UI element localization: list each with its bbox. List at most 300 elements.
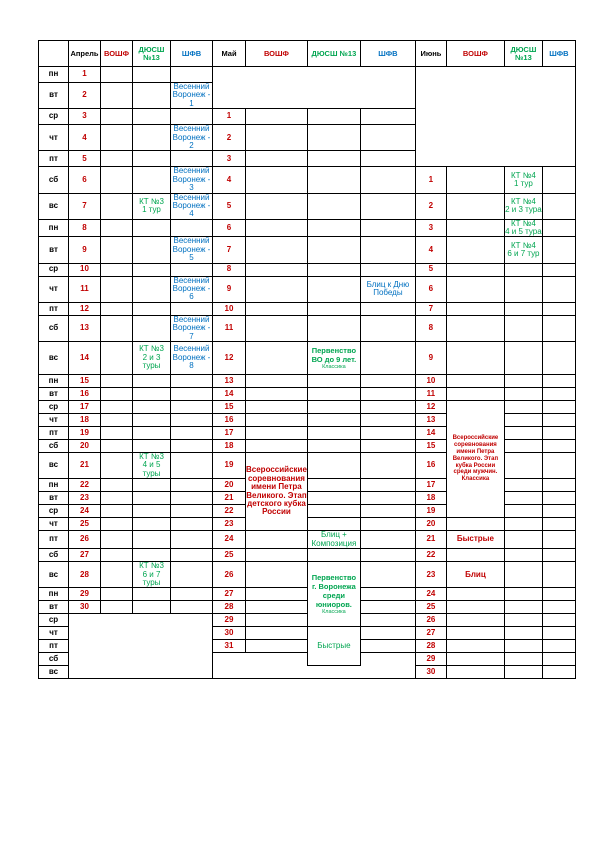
april-day: 29: [69, 588, 101, 601]
april-empty-block: [69, 614, 213, 679]
june-day: 27: [415, 627, 446, 640]
may-voshf-cell: [246, 374, 308, 387]
may-shfv-cell: [360, 302, 415, 315]
weekday-label: ср: [39, 109, 69, 125]
april-shfv-cell: [171, 400, 213, 413]
june-shfv-cell: [542, 549, 575, 562]
june-voshf-cell: [446, 518, 504, 531]
april-shfv-event: [171, 193, 213, 219]
event-text-line: Весенний: [173, 344, 210, 354]
june-day: 20: [415, 518, 446, 531]
april-shfv-event: [171, 83, 213, 109]
june-voshf-cell: [446, 302, 504, 315]
event-text-line: КТ №4: [511, 219, 536, 228]
april-voshf-cell: [101, 400, 133, 413]
may-shfv-cell: [360, 562, 415, 588]
june-voshf-cell: [446, 263, 504, 276]
april-voshf-cell: [101, 518, 133, 531]
june-shfv-cell: [542, 387, 575, 400]
april-dyussh-cell: [133, 601, 171, 614]
june-dyussh-cell: [504, 452, 542, 478]
event-text-line: 2 и 3 тура: [505, 205, 542, 215]
may-day: 26: [213, 562, 246, 588]
event-text-line: Весенний: [173, 124, 210, 134]
april-day: 8: [69, 219, 101, 237]
may-voshf-cell: [246, 315, 308, 341]
event-text-line: Воронеж - 6: [172, 284, 211, 302]
may-voshf-cell: [246, 125, 308, 151]
june-dyussh-cell: [504, 653, 542, 666]
june-shfv-cell: [542, 439, 575, 452]
may-day: 18: [213, 439, 246, 452]
april-day: 16: [69, 387, 101, 400]
april-voshf-cell: [101, 549, 133, 562]
april-day: 6: [69, 167, 101, 193]
may-dyussh-cell: [307, 193, 360, 219]
april-shfv-event: [171, 276, 213, 302]
april-dyussh-cell: [133, 67, 171, 83]
june-dyussh-cell: [504, 627, 542, 640]
april-voshf-cell: [101, 588, 133, 601]
may-voshf-cell: [246, 263, 308, 276]
may-day: 2: [213, 125, 246, 151]
may-shfv-cell: [360, 426, 415, 439]
may-day: 30: [213, 627, 246, 640]
april-dyussh-cell: [133, 374, 171, 387]
may-shfv-cell: [360, 588, 415, 601]
may-day: 24: [213, 531, 246, 549]
april-shfv-cell: [171, 518, 213, 531]
april-shfv-cell: [171, 479, 213, 492]
header-may-shfv: ШФВ: [360, 41, 415, 67]
june-day: 2: [415, 193, 446, 219]
april-voshf-cell: [101, 387, 133, 400]
may-shfv-cell: [360, 479, 415, 492]
april-voshf-cell: [101, 219, 133, 237]
may-day: 22: [213, 505, 246, 518]
may-day: 11: [213, 315, 246, 341]
april-voshf-cell: [101, 302, 133, 315]
june-dyussh-cell: [504, 439, 542, 452]
weekday-label: чт: [39, 627, 69, 640]
june-day: 18: [415, 492, 446, 505]
event-text-line: Весенний: [173, 193, 210, 202]
april-dyussh-cell: [133, 219, 171, 237]
june-day: 1: [415, 167, 446, 193]
april-day: 3: [69, 109, 101, 125]
may-day: 31: [213, 640, 246, 653]
june-dyussh-cell: [504, 601, 542, 614]
april-day: 13: [69, 315, 101, 341]
april-dyussh-cell: [133, 505, 171, 518]
april-day: 12: [69, 302, 101, 315]
june-dyussh-cell: [504, 479, 542, 492]
event-text-line: КТ №3: [139, 344, 164, 354]
april-shfv-cell: [171, 531, 213, 549]
june-voshf-cell: [446, 341, 504, 374]
june-day: 22: [415, 549, 446, 562]
event-text-line: Победы: [373, 288, 403, 298]
may-day: 12: [213, 341, 246, 374]
event-text-line: 4 и 5 тура: [505, 227, 542, 237]
may-dyussh-event: [307, 531, 360, 549]
may-voshf-cell: [246, 151, 308, 167]
may-voshf-cell: [246, 167, 308, 193]
april-dyussh-cell: [133, 109, 171, 125]
april-voshf-cell: [101, 276, 133, 302]
may-dyussh-cell: [307, 151, 360, 167]
april-shfv-event: [171, 125, 213, 151]
may-empty-block: [213, 653, 416, 679]
june-voshf-cell: [446, 193, 504, 219]
april-dyussh-cell: [133, 237, 171, 263]
event-text-line: Воронеж - 2: [172, 132, 211, 150]
may-day: 25: [213, 549, 246, 562]
may-day: 10: [213, 302, 246, 315]
june-day: 24: [415, 588, 446, 601]
april-voshf-cell: [101, 167, 133, 193]
may-dyussh-cell: [307, 426, 360, 439]
april-voshf-cell: [101, 193, 133, 219]
april-voshf-cell: [101, 83, 133, 109]
weekday-label: пт: [39, 640, 69, 653]
weekday-label: пт: [39, 426, 69, 439]
june-day: 29: [415, 653, 446, 666]
june-shfv-cell: [542, 237, 575, 263]
april-voshf-cell: [101, 237, 133, 263]
april-shfv-cell: [171, 151, 213, 167]
header-june-dyussh: ДЮСШ №13: [504, 41, 542, 67]
june-dyussh-cell: [504, 531, 542, 549]
may-shfv-cell: [360, 452, 415, 478]
april-dyussh-cell: [133, 531, 171, 549]
may-voshf-cell: [246, 400, 308, 413]
may-voshf-cell: [246, 193, 308, 219]
april-day: 4: [69, 125, 101, 151]
weekday-label: пн: [39, 479, 69, 492]
may-shfv-cell: [360, 219, 415, 237]
weekday-label: ср: [39, 263, 69, 276]
may-shfv-cell: [360, 531, 415, 549]
header-april: Апрель: [69, 41, 101, 67]
june-day: 16: [415, 452, 446, 478]
april-shfv-cell: [171, 439, 213, 452]
april-day: 23: [69, 492, 101, 505]
april-dyussh-cell: [133, 83, 171, 109]
may-shfv-cell: [360, 518, 415, 531]
may-shfv-cell: [360, 109, 415, 125]
event-text-line: Великого. Этап: [452, 455, 499, 462]
weekday-label: пн: [39, 374, 69, 387]
may-voshf-cell: [246, 341, 308, 374]
event-text-line: ВО до 9 лет.: [311, 354, 357, 364]
event-subtitle: Классика: [322, 608, 346, 615]
april-shfv-cell: [171, 413, 213, 426]
may-dyussh-cell: [307, 492, 360, 505]
tournament-calendar-table: [38, 40, 576, 679]
may-voshf-cell: [246, 276, 308, 302]
may-shfv-cell: [360, 640, 415, 653]
june-shfv-cell: [542, 640, 575, 653]
may-dyussh-cell: [307, 452, 360, 478]
april-voshf-cell: [101, 479, 133, 492]
may-day: 23: [213, 518, 246, 531]
april-day: 17: [69, 400, 101, 413]
june-shfv-cell: [542, 562, 575, 588]
june-day: 30: [415, 666, 446, 679]
header-may: Май: [213, 41, 246, 67]
may-dyussh-event: [307, 562, 360, 627]
may-voshf-cell: [246, 640, 308, 653]
event-text-line: соревнования: [247, 473, 305, 483]
june-dyussh-cell: [504, 413, 542, 426]
weekday-label: пн: [39, 67, 69, 83]
event-subtitle: Классика: [461, 476, 490, 483]
june-voshf-cell: [446, 315, 504, 341]
june-shfv-cell: [542, 426, 575, 439]
june-shfv-cell: [542, 666, 575, 679]
april-dyussh-cell: [133, 167, 171, 193]
april-day: 20: [69, 439, 101, 452]
may-dyussh-cell: [307, 219, 360, 237]
weekday-label: сб: [39, 315, 69, 341]
april-voshf-cell: [101, 492, 133, 505]
weekday-label: ср: [39, 614, 69, 627]
header-may-dyussh: ДЮСШ №13: [307, 41, 360, 67]
may-shfv-cell: [360, 374, 415, 387]
april-shfv-cell: [171, 505, 213, 518]
april-day: 11: [69, 276, 101, 302]
may-voshf-cell: [246, 439, 308, 452]
may-day: 14: [213, 387, 246, 400]
may-day: 17: [213, 426, 246, 439]
april-dyussh-event: [133, 341, 171, 374]
april-dyussh-cell: [133, 439, 171, 452]
weekday-label: вт: [39, 237, 69, 263]
event-text-line: г. Воронежа: [311, 581, 356, 591]
april-day: 2: [69, 83, 101, 109]
may-day: 9: [213, 276, 246, 302]
april-dyussh-cell: [133, 151, 171, 167]
april-shfv-cell: [171, 452, 213, 478]
june-shfv-cell: [542, 479, 575, 492]
june-voshf-cell: [446, 640, 504, 653]
header-may-voshf: ВОШФ: [246, 41, 308, 67]
may-shfv-cell: [360, 549, 415, 562]
may-dyussh-cell: [307, 400, 360, 413]
header-june-shfv: ШФВ: [542, 41, 575, 67]
june-voshf-cell: [446, 387, 504, 400]
may-voshf-cell: [246, 302, 308, 315]
may-voshf-cell: [246, 531, 308, 549]
june-shfv-cell: [542, 413, 575, 426]
weekday-label: вт: [39, 492, 69, 505]
may-shfv-cell: [360, 439, 415, 452]
weekday-label: пт: [39, 531, 69, 549]
june-dyussh-cell: [504, 505, 542, 518]
april-voshf-cell: [101, 452, 133, 478]
april-day: 7: [69, 193, 101, 219]
june-dyussh-event: [504, 219, 542, 237]
april-dyussh-cell: [133, 276, 171, 302]
april-day: 28: [69, 562, 101, 588]
june-shfv-cell: [542, 400, 575, 413]
may-empty-block: [213, 67, 416, 109]
april-shfv-cell: [171, 601, 213, 614]
june-voshf-cell: [446, 237, 504, 263]
weekday-label: вс: [39, 666, 69, 679]
june-voshf-cell: [446, 374, 504, 387]
may-day: 3: [213, 151, 246, 167]
june-day: 14: [415, 426, 446, 439]
weekday-label: вт: [39, 83, 69, 109]
june-day: 4: [415, 237, 446, 263]
may-shfv-cell: [360, 193, 415, 219]
june-voshf-cell: [446, 653, 504, 666]
april-shfv-cell: [171, 387, 213, 400]
april-shfv-event: [171, 167, 213, 193]
may-day: 7: [213, 237, 246, 263]
april-day: 22: [69, 479, 101, 492]
june-shfv-cell: [542, 219, 575, 237]
april-shfv-cell: [171, 562, 213, 588]
event-text-line: соревнования: [454, 441, 497, 448]
april-day: 15: [69, 374, 101, 387]
june-day: 6: [415, 276, 446, 302]
may-voshf-cell: [246, 562, 308, 588]
april-voshf-cell: [101, 413, 133, 426]
april-shfv-cell: [171, 492, 213, 505]
june-shfv-cell: [542, 531, 575, 549]
june-day: 8: [415, 315, 446, 341]
june-voshf-cell: [446, 601, 504, 614]
april-dyussh-cell: [133, 315, 171, 341]
may-voshf-cell: [246, 627, 308, 640]
april-shfv-cell: [171, 263, 213, 276]
weekday-label: пн: [39, 219, 69, 237]
may-day: 29: [213, 614, 246, 627]
event-text-line: среди: [322, 590, 346, 600]
header-june-voshf: ВОШФ: [446, 41, 504, 67]
may-dyussh-cell: [307, 518, 360, 531]
june-shfv-cell: [542, 167, 575, 193]
june-dyussh-cell: [504, 518, 542, 531]
may-dyussh-cell: [307, 263, 360, 276]
may-dyussh-cell: [307, 387, 360, 400]
may-voshf-cell: [246, 237, 308, 263]
june-shfv-cell: [542, 627, 575, 640]
may-day: 20: [213, 479, 246, 492]
may-dyussh-cell: [307, 125, 360, 151]
april-day: 30: [69, 601, 101, 614]
april-voshf-cell: [101, 315, 133, 341]
weekday-label: пт: [39, 151, 69, 167]
may-shfv-cell: [360, 315, 415, 341]
may-dyussh-cell: [307, 505, 360, 518]
april-day: 26: [69, 531, 101, 549]
event-text-line: Великого. Этап: [246, 490, 307, 500]
june-voshf-cell: [446, 219, 504, 237]
may-shfv-cell: [360, 167, 415, 193]
april-voshf-cell: [101, 109, 133, 125]
june-voshf-event: [446, 400, 504, 517]
may-dyussh-cell: [307, 167, 360, 193]
april-shfv-event: [171, 237, 213, 263]
june-dyussh-cell: [504, 549, 542, 562]
june-shfv-cell: [542, 505, 575, 518]
event-text-line: Воронеж - 8: [172, 352, 211, 371]
may-day: 27: [213, 588, 246, 601]
event-text-line: Воронеж - 1: [172, 90, 211, 108]
weekday-label: сб: [39, 167, 69, 193]
june-dyussh-cell: [504, 426, 542, 439]
may-day: 4: [213, 167, 246, 193]
weekday-label: вс: [39, 341, 69, 374]
april-dyussh-cell: [133, 492, 171, 505]
header-june: Июнь: [415, 41, 446, 67]
june-day: 15: [415, 439, 446, 452]
april-shfv-cell: [171, 219, 213, 237]
may-voshf-event: [246, 452, 308, 530]
may-dyussh-cell: [307, 315, 360, 341]
june-day: 25: [415, 601, 446, 614]
june-dyussh-cell: [504, 302, 542, 315]
april-voshf-cell: [101, 151, 133, 167]
event-text-line: 1 тур: [514, 178, 533, 188]
june-shfv-cell: [542, 492, 575, 505]
may-shfv-cell: [360, 400, 415, 413]
may-day: 28: [213, 601, 246, 614]
event-text-line: Воронеж - 3: [172, 174, 211, 193]
april-voshf-cell: [101, 531, 133, 549]
header-corner: [39, 41, 69, 67]
event-text-line: 6 и 7 туры: [142, 569, 161, 587]
april-voshf-cell: [101, 263, 133, 276]
weekday-label: вс: [39, 452, 69, 478]
april-day: 27: [69, 549, 101, 562]
may-day: 21: [213, 492, 246, 505]
may-shfv-cell: [360, 125, 415, 151]
june-day: 12: [415, 400, 446, 413]
event-text: Быстрые: [317, 641, 351, 651]
june-day: 17: [415, 479, 446, 492]
weekday-label: чт: [39, 276, 69, 302]
june-shfv-cell: [542, 518, 575, 531]
june-dyussh-event: [504, 237, 542, 263]
june-day: 21: [415, 531, 446, 549]
may-shfv-cell: [360, 505, 415, 518]
event-text-line: КТ №3: [139, 452, 164, 461]
april-shfv-cell: [171, 302, 213, 315]
may-dyussh-cell: [307, 237, 360, 263]
april-day: 10: [69, 263, 101, 276]
june-voshf-cell: [446, 666, 504, 679]
may-voshf-cell: [246, 387, 308, 400]
may-voshf-cell: [246, 413, 308, 426]
april-dyussh-cell: [133, 387, 171, 400]
event-text-line: Воронеж - 5: [172, 244, 211, 263]
event-text-line: Весенний: [173, 166, 210, 176]
june-dyussh-event: [504, 167, 542, 193]
weekday-label: вт: [39, 387, 69, 400]
may-shfv-event: [360, 276, 415, 302]
event-text-line: Весенний: [173, 82, 210, 91]
april-voshf-cell: [101, 341, 133, 374]
june-shfv-cell: [542, 193, 575, 219]
april-dyussh-cell: [133, 263, 171, 276]
may-shfv-cell: [360, 614, 415, 627]
event-text: Блиц: [465, 569, 486, 579]
